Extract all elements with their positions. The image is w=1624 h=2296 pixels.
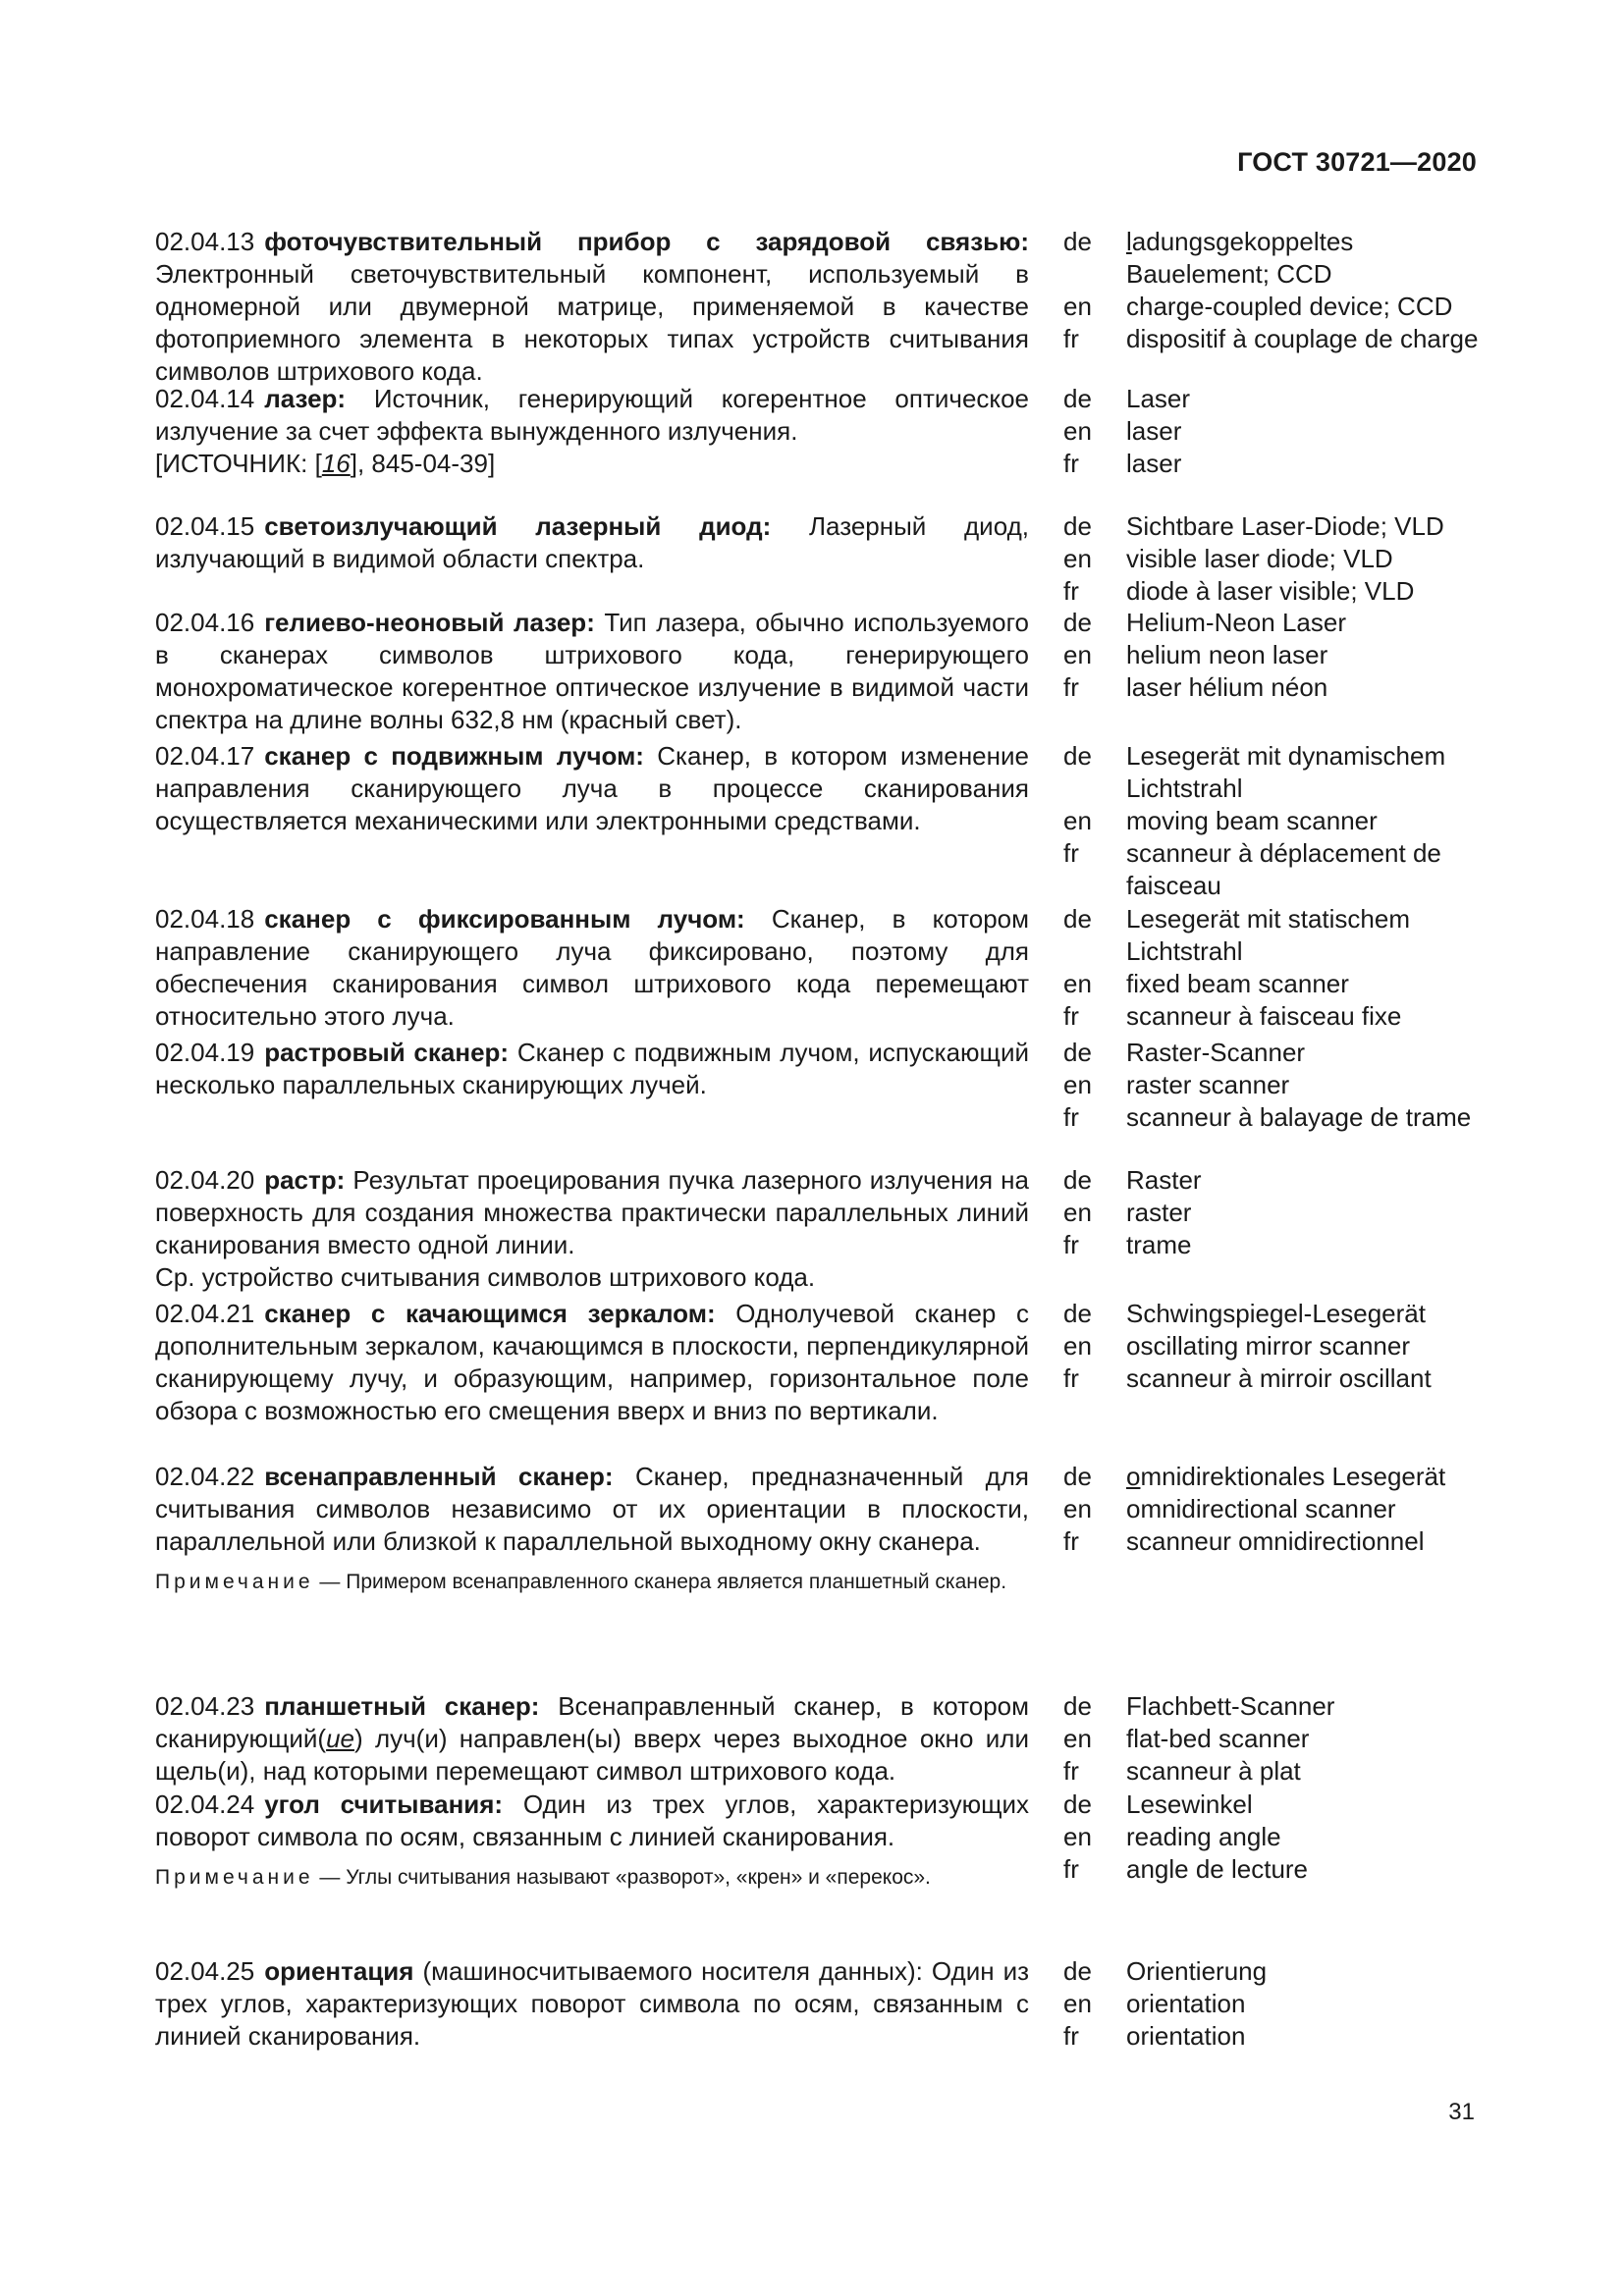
entry-term-suffix: (машиносчитываемого носителя данных): — [413, 1956, 923, 1986]
lang-fr: fr — [1063, 449, 1079, 478]
lang-de: de — [1063, 227, 1092, 256]
entry-number: 02.04.23 — [155, 1691, 255, 1721]
term-entries — [155, 226, 1477, 2054]
lang-en: en — [1063, 292, 1092, 321]
term-en: laser — [1126, 416, 1182, 446]
entry-definition-part1: Всенаправленный сканер, в котором сканирующий( — [155, 1691, 1029, 1753]
lang-de: de — [1063, 1789, 1092, 1819]
lang-fr: fr — [1063, 1526, 1079, 1556]
translations — [1063, 1298, 1486, 1395]
term-de-underlined: o — [1126, 1462, 1141, 1491]
entry-number: 02.04.13 — [155, 227, 255, 256]
lang-en: en — [1063, 544, 1092, 573]
entry-term: гелиево-неоновый лазер: — [264, 608, 595, 637]
lang-fr: fr — [1063, 1230, 1079, 1259]
translations — [1063, 1037, 1486, 1134]
term-de: Sichtbare Laser-Diode; VLD — [1126, 511, 1444, 541]
lang-en: en — [1063, 969, 1092, 998]
entry-definition: Один из трех углов, характеризующих поворот символа по осям, связанным с линией сканирования. — [155, 1789, 1030, 1851]
entry-term: сканер с подвижным лучом: — [264, 741, 644, 771]
source-prefix: [ИСТОЧНИК: [ — [155, 449, 322, 478]
note-label: Примечание — [155, 1571, 314, 1593]
term-fr: scanneur à déplacement de faisceau — [1126, 838, 1441, 900]
entry-term: ориентация — [264, 1956, 414, 1986]
lang-fr: fr — [1063, 672, 1079, 702]
lang-de: de — [1063, 1956, 1092, 1986]
term-de — [1126, 1461, 1486, 1493]
entry-number: 02.04.20 — [155, 1165, 255, 1195]
definition-block — [155, 903, 1029, 1033]
entry-extra: Ср. устройство считывания символов штрихового кода. — [155, 1262, 816, 1292]
term-entry — [155, 226, 1479, 386]
definition-block — [155, 1164, 1029, 1294]
entry-definition: Лазерный диод, излучающий в видимой области спектра. — [155, 511, 1029, 573]
term-en: raster scanner — [1126, 1070, 1290, 1099]
definition-block — [155, 226, 1029, 388]
entry-term: лазер: — [264, 384, 347, 413]
term-de-rest: mnidirektionales Lesegerät — [1140, 1462, 1446, 1491]
term-de: Raster-Scanner — [1126, 1038, 1306, 1067]
term-entry — [155, 1037, 1477, 1164]
translations — [1063, 1690, 1486, 1788]
lang-en: en — [1063, 1724, 1092, 1753]
lang-en: en — [1063, 416, 1092, 446]
entry-definition: Электронный светочувствительный компонент, используемый в одномерной или двумерной матрице, применяемой в качестве фотоприемного элемента в некоторых типах устройств считывания символов штрихового кода. — [155, 259, 1029, 386]
translations — [1063, 903, 1486, 1033]
entry-definition: Однолучевой сканер с дополнительным зеркалом, качающимся в плоскости, перпендикулярной сканирующему лучу, и образующим, например, горизонтальное поле обзора с возможностью его смещения вверх и вниз по вертикали. — [155, 1299, 1030, 1425]
term-de: Helium-Neon Laser — [1126, 608, 1346, 637]
entry-number: 02.04.24 — [155, 1789, 255, 1819]
entry-number: 02.04.18 — [155, 904, 255, 934]
translations — [1063, 1789, 1486, 1886]
translations — [1063, 226, 1486, 355]
term-en: flat-bed scanner — [1126, 1724, 1310, 1753]
term-entry — [155, 1461, 1477, 1690]
translations — [1063, 383, 1486, 480]
translations — [1063, 740, 1486, 902]
lang-de: de — [1063, 1462, 1092, 1491]
term-de: Raster — [1126, 1165, 1202, 1195]
term-en: fixed beam scanner — [1126, 969, 1349, 998]
translations — [1063, 510, 1486, 608]
definition-block — [155, 1955, 1029, 2053]
definition-block — [155, 1690, 1029, 1788]
lang-de: de — [1063, 1691, 1092, 1721]
entry-term: планшетный сканер: — [264, 1691, 540, 1721]
lang-en: en — [1063, 1070, 1092, 1099]
entry-definition: Сканер с подвижным лучом, испускающий несколько параллельных сканирующих лучей. — [155, 1038, 1029, 1099]
definition-block — [155, 510, 1029, 575]
term-de — [1126, 226, 1486, 291]
lang-de: de — [1063, 1165, 1092, 1195]
term-entry — [155, 903, 1477, 1037]
lang-en: en — [1063, 1822, 1092, 1851]
page-header: ГОСТ 30721—2020 — [1237, 147, 1477, 177]
lang-de: de — [1063, 384, 1092, 413]
term-fr: diode à laser visible; VLD — [1126, 576, 1415, 606]
entry-definition: Сканер, в котором изменение направления сканирующего луча в процессе сканирования осуществляется механическими или электронными средствами. — [155, 741, 1029, 835]
lang-de: de — [1063, 608, 1092, 637]
term-de: Lesewinkel — [1126, 1789, 1253, 1819]
term-en: visible laser diode; VLD — [1126, 544, 1393, 573]
term-en: raster — [1126, 1198, 1192, 1227]
term-entry — [155, 383, 1477, 510]
definition-block — [155, 607, 1029, 736]
page-number: 31 — [1448, 2099, 1475, 2125]
entry-definition-part2: ) луч(и) направлен(ы) вверх через выходное окно или щель(и), над которыми перемещают символ штрихового кода. — [155, 1724, 1029, 1786]
entry-term: всенаправленный сканер: — [264, 1462, 614, 1491]
translations — [1063, 1955, 1486, 2053]
term-fr: scanneur à mirroir oscillant — [1126, 1363, 1432, 1393]
note-text: — Примером всенаправленного сканера является планшетный сканер. — [313, 1571, 1007, 1593]
term-entry — [155, 1164, 1477, 1298]
term-entry — [155, 1955, 1477, 2054]
entry-number: 02.04.25 — [155, 1956, 255, 1986]
term-fr: laser — [1126, 449, 1182, 478]
lang-fr: fr — [1063, 576, 1079, 606]
entry-number: 02.04.17 — [155, 741, 255, 771]
lang-en: en — [1063, 806, 1092, 835]
lang-fr: fr — [1063, 1001, 1079, 1031]
term-entry — [155, 510, 1477, 607]
entry-term: сканер с качающимся зеркалом: — [264, 1299, 716, 1328]
entry-definition: Один из трех углов, характеризующих поворот символа по осям, связанным с линией сканирования. — [155, 1956, 1030, 2051]
lang-fr: fr — [1063, 324, 1079, 353]
entry-number: 02.04.22 — [155, 1462, 255, 1491]
lang-fr: fr — [1063, 1756, 1079, 1786]
term-fr: trame — [1126, 1230, 1192, 1259]
lang-de: de — [1063, 741, 1092, 771]
term-entry — [155, 1789, 1477, 1955]
entry-term: растровый сканер: — [264, 1038, 510, 1067]
source-ref[interactable]: 16 — [321, 449, 351, 478]
term-de: Schwingspiegel-Lesegerät — [1126, 1299, 1426, 1328]
definition-block — [155, 740, 1029, 837]
term-fr: scanneur omnidirectionnel — [1126, 1526, 1425, 1556]
lang-en: en — [1063, 1989, 1092, 2018]
term-en: helium neon laser — [1126, 640, 1328, 669]
entry-number: 02.04.16 — [155, 608, 255, 637]
lang-de: de — [1063, 1299, 1092, 1328]
entry-definition: Источник, генерирующий когерентное оптическое излучение за счет эффекта вынужденного излучения. — [155, 384, 1029, 446]
term-entry — [155, 607, 1477, 740]
lang-fr: fr — [1063, 838, 1079, 868]
lang-en: en — [1063, 1198, 1092, 1227]
lang-en: en — [1063, 1331, 1092, 1361]
term-de: Flachbett-Scanner — [1126, 1691, 1335, 1721]
term-de: Orientierung — [1126, 1956, 1268, 1986]
lang-fr: fr — [1063, 2021, 1079, 2051]
term-de: Lesegerät mit dynamischem Lichtstrahl — [1126, 741, 1446, 803]
definition-block — [155, 383, 1029, 480]
entry-number: 02.04.19 — [155, 1038, 255, 1067]
term-en: oscillating mirror scanner — [1126, 1331, 1410, 1361]
translations — [1063, 1164, 1486, 1261]
entry-definition: Тип лазера, обычно используемого в сканерах символов штрихового кода, генерирующего монохроматическое когерентное оптическое излучение в видимой части спектра на длине волны 632,8 нм (красный свет). — [155, 608, 1029, 734]
lang-de: de — [1063, 511, 1092, 541]
entry-definition-underlined: ие — [326, 1724, 354, 1753]
lang-de: de — [1063, 1038, 1092, 1067]
entry-note — [155, 1863, 1029, 1893]
term-en: charge-coupled device; CCD — [1126, 292, 1453, 321]
source-suffix: ], 845-04-39] — [350, 449, 496, 478]
definition-block — [155, 1461, 1029, 1597]
term-en: moving beam scanner — [1126, 806, 1378, 835]
term-de-rest: adungsgekoppeltes Bauelement; CCD — [1126, 227, 1354, 289]
entry-term: фоточувствительный прибор с зарядовой связью: — [264, 227, 1029, 256]
note-label: Примечание — [155, 1866, 314, 1889]
entry-number: 02.04.14 — [155, 384, 255, 413]
entry-note — [155, 1568, 1029, 1597]
term-de-underlined: l — [1126, 227, 1132, 256]
lang-en: en — [1063, 640, 1092, 669]
term-en: orientation — [1126, 1989, 1246, 2018]
definition-block — [155, 1298, 1029, 1427]
term-fr: scanneur à balayage de trame — [1126, 1102, 1472, 1132]
term-fr: laser hélium néon — [1126, 672, 1328, 702]
term-entry — [155, 740, 1477, 903]
lang-fr: fr — [1063, 1102, 1079, 1132]
entry-definition: Сканер, предназначенный для считывания символов независимо от их ориентации в плоскости, параллельной или близкой к параллельной выходному окну сканера. — [155, 1462, 1029, 1556]
lang-fr: fr — [1063, 1854, 1079, 1884]
term-entry — [155, 1298, 1477, 1461]
lang-de: de — [1063, 904, 1092, 934]
lang-en: en — [1063, 1494, 1092, 1523]
term-en: omnidirectional scanner — [1126, 1494, 1396, 1523]
term-fr: orientation — [1126, 2021, 1246, 2051]
translations — [1063, 607, 1486, 704]
term-fr: angle de lecture — [1126, 1854, 1309, 1884]
entry-definition: Сканер, в котором направление сканирующего луча фиксировано, поэтому для обеспечения сканирования символ штрихового кода перемещают относительно этого луча. — [155, 904, 1029, 1031]
term-fr: dispositif à couplage de charge — [1126, 324, 1479, 353]
definition-block — [155, 1037, 1029, 1101]
definition-block — [155, 1789, 1029, 1893]
term-fr: scanneur à plat — [1126, 1756, 1301, 1786]
translations — [1063, 1461, 1486, 1558]
entry-term: светоизлучающий лазерный диод: — [264, 511, 772, 541]
entry-term: угол считывания: — [264, 1789, 504, 1819]
note-text: — Углы считывания называют «разворот», «крен» и «перекос». — [313, 1866, 931, 1889]
term-entry — [155, 1690, 1477, 1789]
term-fr: scanneur à faisceau fixe — [1126, 1001, 1402, 1031]
entry-term: растр: — [264, 1165, 346, 1195]
entry-number: 02.04.21 — [155, 1299, 255, 1328]
lang-fr: fr — [1063, 1363, 1079, 1393]
entry-definition: Результат проецирования пучка лазерного излучения на поверхность для создания множества практически параллельных линий сканирования вместо одной линии. — [155, 1165, 1029, 1259]
term-en: reading angle — [1126, 1822, 1281, 1851]
entry-number: 02.04.15 — [155, 511, 255, 541]
term-de: Laser — [1126, 384, 1191, 413]
entry-term: сканер с фиксированным лучом: — [264, 904, 745, 934]
term-de: Lesegerät mit statischem Lichtstrahl — [1126, 904, 1411, 966]
